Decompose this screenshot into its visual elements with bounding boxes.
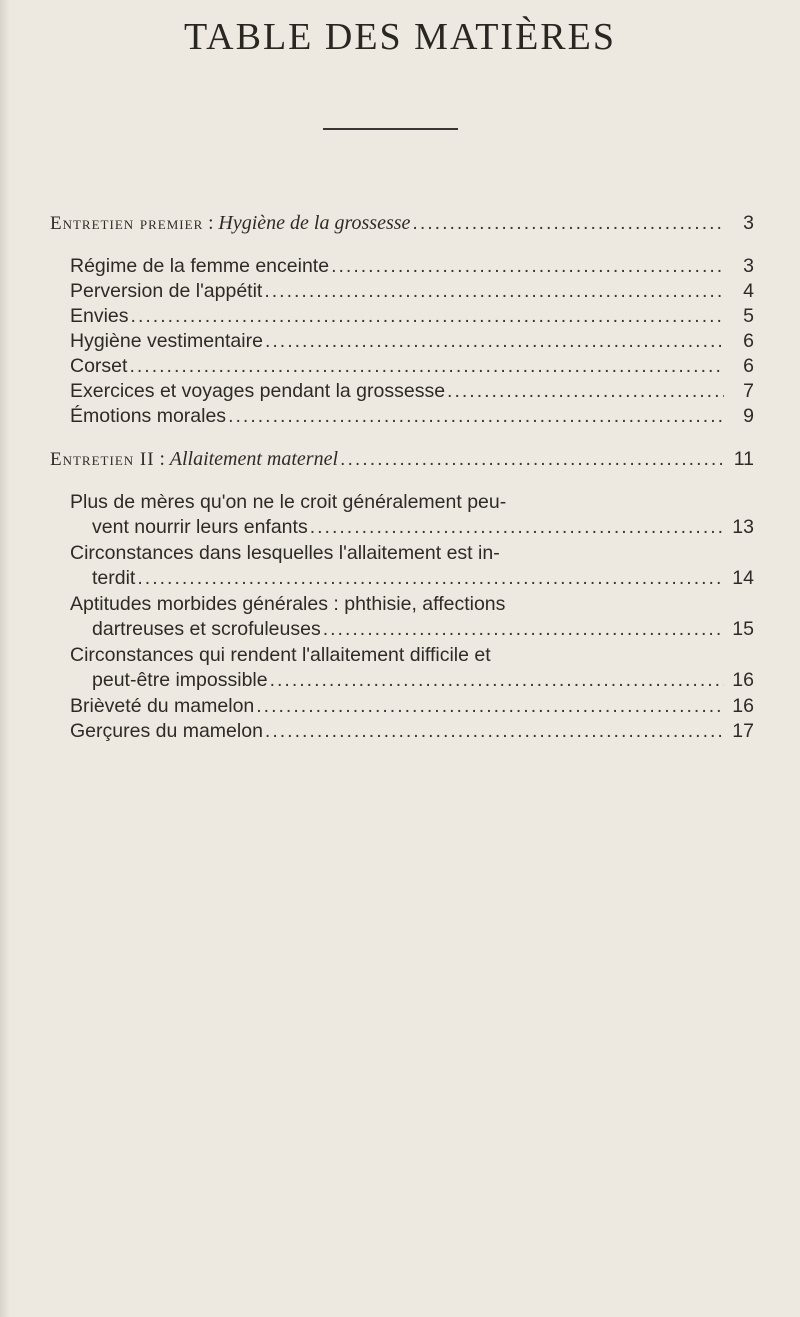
leader-dots <box>447 378 724 404</box>
toc-entry-text: Brièveté du mamelon <box>70 695 255 717</box>
chapter-2-lead: Entretien II <box>50 449 155 470</box>
title-divider <box>323 128 458 130</box>
toc-entry-page: 6 <box>743 355 754 377</box>
toc-entry <box>70 278 754 304</box>
toc-entry-text: Gerçures du mamelon <box>70 720 263 742</box>
page-edge-shadow <box>0 0 10 1317</box>
toc-entry <box>70 303 754 329</box>
toc-entry-page: 14 <box>732 567 754 589</box>
leader-dots <box>256 693 724 719</box>
toc-entry-line1: Plus de mères qu'on ne le croit généralement peu- <box>70 491 507 513</box>
toc-entry-text: Hygiène vestimentaire <box>70 330 263 352</box>
chapter-1-lead: Entretien premier <box>50 213 204 234</box>
toc-entry-page: 9 <box>743 405 754 427</box>
toc-entry-text: peut-être impossible <box>92 669 268 691</box>
leader-dots <box>228 403 724 429</box>
toc-entry-line1: Circonstances dans lesquelles l'allaitement est in- <box>70 542 500 564</box>
toc-entry-page: 13 <box>732 516 754 538</box>
leader-dots <box>137 565 724 591</box>
toc-entry-text: Émotions morales <box>70 405 227 427</box>
toc-entry <box>92 565 754 591</box>
chapter-2-separator: : <box>154 449 170 470</box>
toc-entry-page: 16 <box>732 695 754 717</box>
page-title: TABLE DES MATIÈRES <box>184 16 616 58</box>
toc-entry <box>92 514 754 540</box>
toc-entry <box>70 253 754 279</box>
toc-entry-text: Corset <box>70 355 128 377</box>
toc-entry-text: Exercices et voyages pendant la grossesse <box>70 380 446 402</box>
toc-entry-text: Régime de la femme enceinte <box>70 255 330 277</box>
toc-entry-text: Envies <box>70 305 129 327</box>
leader-dots <box>340 446 724 472</box>
leader-dots <box>129 353 724 379</box>
toc-entry <box>70 378 754 404</box>
leader-dots <box>323 616 724 642</box>
toc-entry <box>70 718 754 744</box>
toc-entry-page: 15 <box>732 618 754 640</box>
leader-dots <box>310 514 724 540</box>
leader-dots <box>131 303 724 329</box>
toc-entry <box>70 693 754 719</box>
toc-entry-line1: Circonstances qui rendent l'allaitement difficile et <box>70 644 491 666</box>
toc-entry-line1: Aptitudes morbides générales : phthisie, affections <box>70 593 506 615</box>
leader-dots <box>265 328 724 354</box>
toc-entry-page: 6 <box>743 330 754 352</box>
toc-entry <box>70 353 754 379</box>
toc-entry-page: 17 <box>732 720 754 742</box>
leader-dots <box>331 253 724 279</box>
chapter-2-heading <box>50 446 754 472</box>
toc-entry-text: vent nourrir leurs enfants <box>92 516 308 538</box>
toc-entry-page: 4 <box>743 280 754 302</box>
chapter-1-heading <box>50 210 754 236</box>
toc-entry-page: 7 <box>743 380 754 402</box>
toc-entry-page: 16 <box>732 669 754 691</box>
toc-entry-page: 5 <box>743 305 754 327</box>
chapter-1-page: 3 <box>743 212 754 234</box>
leader-dots <box>412 210 724 236</box>
toc-entry <box>92 667 754 693</box>
chapter-2-page: 11 <box>733 448 754 470</box>
chapter-1-separator: : <box>203 213 219 234</box>
toc-entry <box>70 403 754 429</box>
toc-entry-text: terdit <box>92 567 136 589</box>
toc-entry-text: dartreuses et scrofuleuses <box>92 618 321 640</box>
leader-dots <box>265 718 724 744</box>
leader-dots <box>264 278 724 304</box>
chapter-2-subject: Allaitement maternel <box>169 448 339 470</box>
toc-entry <box>70 328 754 354</box>
toc-entry-page: 3 <box>743 255 754 277</box>
toc-entry-text: Perversion de l'appétit <box>70 280 263 302</box>
chapter-1-subject: Hygiène de la grossesse <box>218 212 411 234</box>
toc-entry <box>92 616 754 642</box>
leader-dots <box>270 667 724 693</box>
